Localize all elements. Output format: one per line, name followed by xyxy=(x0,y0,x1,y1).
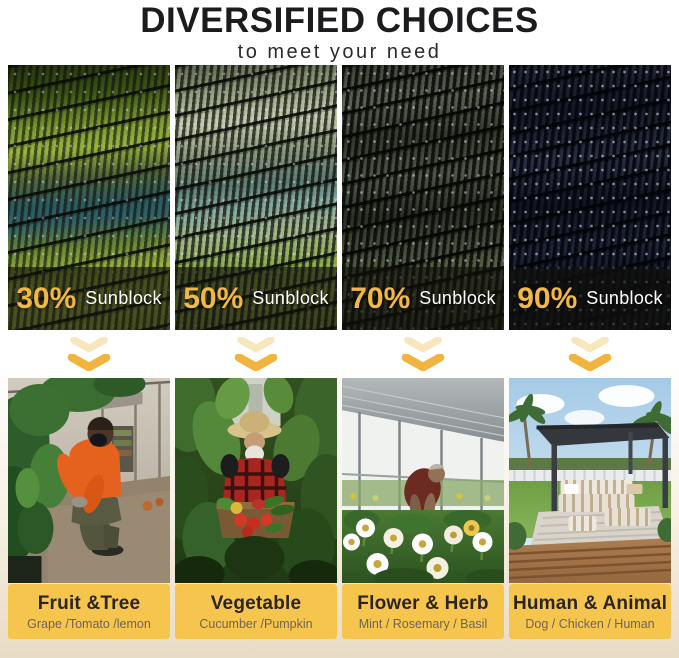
column-90-percent xyxy=(509,65,671,639)
category-examples: Mint / Rosemary / Basil xyxy=(358,616,488,631)
category-card-human-animal xyxy=(509,584,671,639)
sunblock-band xyxy=(8,267,170,330)
sunblock-band xyxy=(175,267,337,330)
sunblock-percent: 30% xyxy=(16,281,77,315)
sunblock-band xyxy=(342,267,504,330)
column-50-percent xyxy=(175,65,337,639)
shade-net-panel-50 xyxy=(175,65,337,330)
sunblock-label: Sunblock xyxy=(85,288,162,308)
sunblock-percent: 50% xyxy=(183,281,244,315)
photo-flower-herb xyxy=(342,378,504,583)
category-title: Flower & Herb xyxy=(357,592,489,614)
photo-vegetable xyxy=(175,378,337,583)
shade-net-panel-30 xyxy=(8,65,170,330)
category-examples: Dog / Chicken / Human xyxy=(525,616,655,631)
category-title: Fruit &Tree xyxy=(37,592,141,614)
photo-human-animal xyxy=(509,378,671,583)
category-title: Vegetable xyxy=(210,592,302,614)
double-chevron-down-icon xyxy=(175,330,337,378)
shade-net-panel-70 xyxy=(342,65,504,330)
page-subtitle: to meet your need xyxy=(237,40,442,63)
photo-fruit-tree xyxy=(8,378,170,583)
category-card-flower-herb xyxy=(342,584,504,639)
sunblock-band xyxy=(509,267,671,330)
sunblock-percent: 70% xyxy=(350,281,411,315)
header xyxy=(0,0,679,65)
category-card-vegetable xyxy=(175,584,337,639)
sunblock-label: Sunblock xyxy=(252,288,329,308)
sunblock-percent: 90% xyxy=(517,281,578,315)
double-chevron-down-icon xyxy=(342,330,504,378)
double-chevron-down-icon xyxy=(8,330,170,378)
page-title: DIVERSIFIED CHOICES xyxy=(140,1,539,40)
category-examples: Grape /Tomato /lemon xyxy=(27,616,151,631)
choice-columns xyxy=(0,65,679,639)
sunblock-label: Sunblock xyxy=(586,288,663,308)
double-chevron-down-icon xyxy=(509,330,671,378)
shade-net-panel-90 xyxy=(509,65,671,330)
category-title: Human & Animal xyxy=(512,592,668,614)
category-card-fruit-tree xyxy=(8,584,170,639)
column-70-percent xyxy=(342,65,504,639)
category-examples: Cucumber /Pumpkin xyxy=(199,616,313,631)
column-30-percent xyxy=(8,65,170,639)
sunblock-label: Sunblock xyxy=(419,288,496,308)
